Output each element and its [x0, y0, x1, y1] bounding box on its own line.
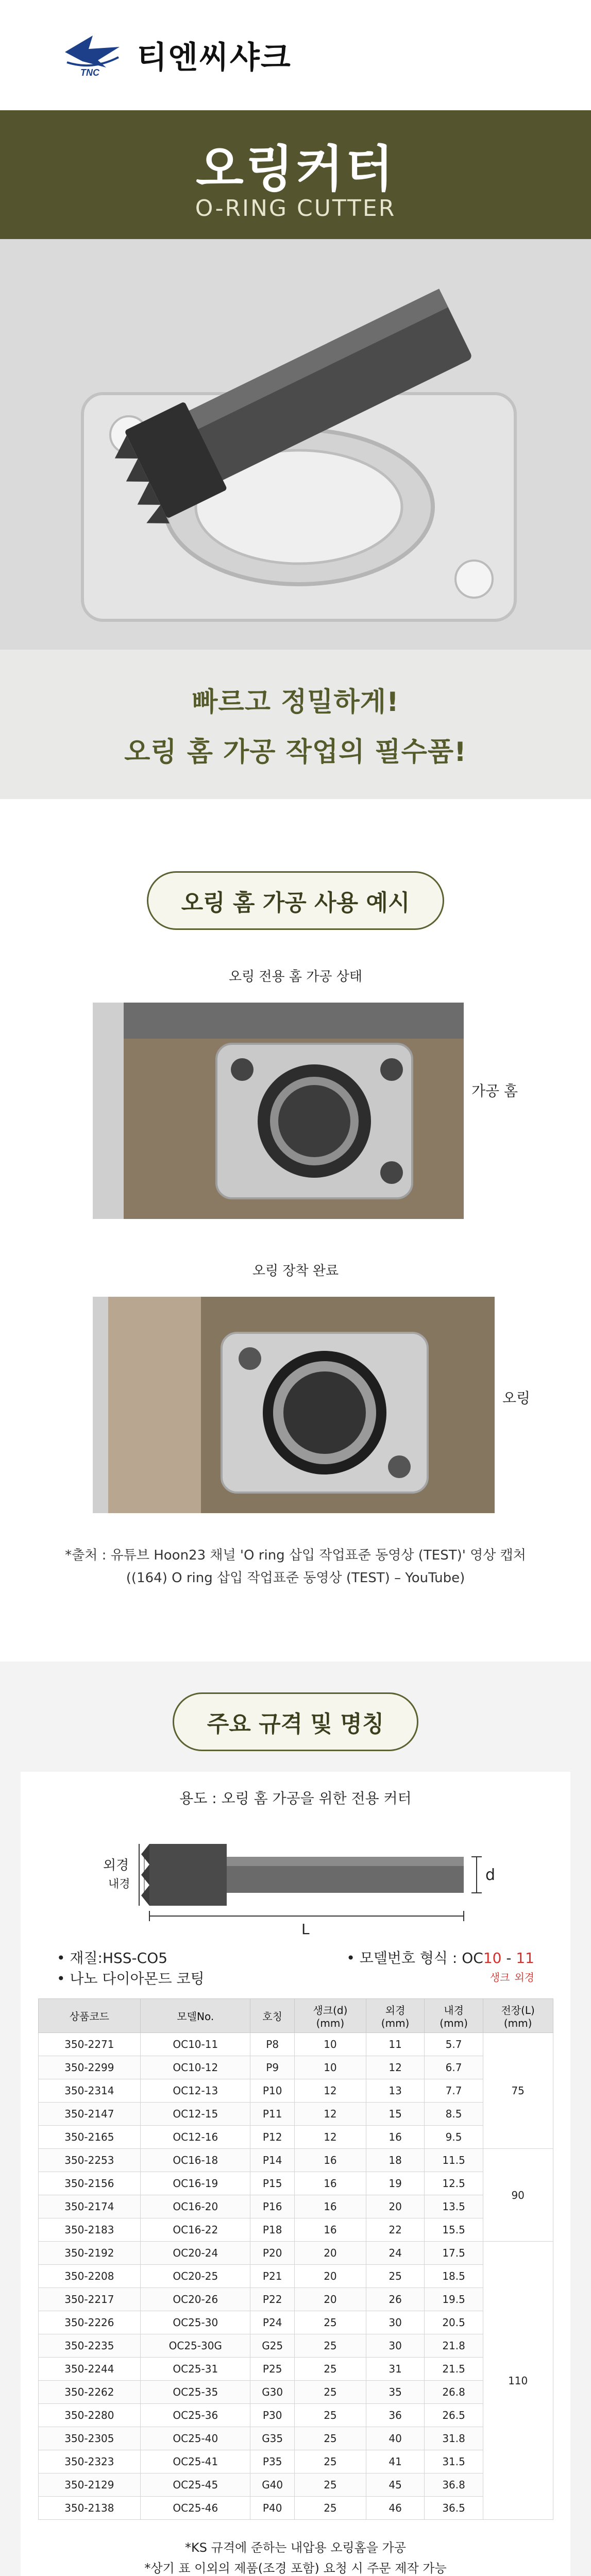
usage-heading-text: 오링 홈 가공 사용 예시 — [147, 871, 445, 930]
table-cell: P20 — [250, 2242, 295, 2265]
table-cell: OC12-16 — [141, 2126, 250, 2149]
table-cell: 31.5 — [425, 2450, 483, 2473]
model-prefix: • 모델번호 형식 : OC — [346, 1950, 483, 1967]
table-row — [38, 2056, 553, 2079]
table-cell: 12 — [295, 2103, 366, 2126]
length-group-cell: 75 — [483, 2033, 553, 2149]
table-cell: P30 — [250, 2404, 295, 2427]
table-cell: OC16-22 — [141, 2218, 250, 2242]
hero-section — [0, 110, 591, 650]
table-row — [38, 2334, 553, 2358]
table-cell: 25 — [295, 2358, 366, 2381]
table-cell: P12 — [250, 2126, 295, 2149]
table-cell: P15 — [250, 2172, 295, 2195]
table-cell: 31 — [366, 2358, 425, 2381]
spec-heading-wrap — [0, 1692, 591, 1751]
table-cell: 350-2129 — [38, 2473, 141, 2497]
model-hint-a: 생크 — [489, 1971, 510, 1984]
table-cell: 30 — [366, 2334, 425, 2358]
table-cell: OC25-35 — [141, 2381, 250, 2404]
table-cell: P40 — [250, 2497, 295, 2520]
spec-column-header: 전장(L) (mm) — [483, 1999, 553, 2033]
table-cell: 36.8 — [425, 2473, 483, 2497]
table-cell: 31.8 — [425, 2427, 483, 2450]
tagline-line-2: 오링 홈 가공 작업의 필수품! — [124, 737, 467, 768]
tagline-line-1: 빠르고 정밀하게! — [192, 687, 399, 718]
table-row — [38, 2195, 553, 2218]
table-cell: 36 — [366, 2404, 425, 2427]
table-cell: 10 — [295, 2056, 366, 2079]
table-cell: 15 — [366, 2103, 425, 2126]
table-cell: 20 — [295, 2288, 366, 2311]
table-cell: 16 — [366, 2126, 425, 2149]
logo-text: TNC — [80, 67, 99, 78]
diagram-outer-label: 외경 — [103, 1858, 129, 1873]
table-row — [38, 2103, 553, 2126]
table-cell: G30 — [250, 2381, 295, 2404]
table-cell: 21.5 — [425, 2358, 483, 2381]
table-cell: 17.5 — [425, 2242, 483, 2265]
table-cell: 25 — [295, 2427, 366, 2450]
table-cell: 16 — [295, 2149, 366, 2172]
table-cell: P18 — [250, 2218, 295, 2242]
table-cell: P11 — [250, 2103, 295, 2126]
table-cell: OC25-36 — [141, 2404, 250, 2427]
table-cell: 5.7 — [425, 2033, 483, 2056]
table-row — [38, 2358, 553, 2381]
table-cell: 350-2156 — [38, 2172, 141, 2195]
table-cell: 18.5 — [425, 2265, 483, 2288]
table-cell: 12 — [295, 2079, 366, 2103]
table-row — [38, 2218, 553, 2242]
photo2-caption: 오링 장착 완료 — [252, 1263, 339, 1279]
table-cell: 12 — [295, 2126, 366, 2149]
oring-photo — [93, 1297, 495, 1513]
table-cell: P9 — [250, 2056, 295, 2079]
table-cell: 350-2208 — [38, 2265, 141, 2288]
table-cell: 36.5 — [425, 2497, 483, 2520]
table-cell: OC16-19 — [141, 2172, 250, 2195]
spec-column-header: 외경 (mm) — [366, 1999, 425, 2033]
table-cell: 350-2235 — [38, 2334, 141, 2358]
table-cell: P24 — [250, 2311, 295, 2334]
table-cell: 350-2244 — [38, 2358, 141, 2381]
table-cell: P8 — [250, 2033, 295, 2056]
table-cell: 350-2262 — [38, 2381, 141, 2404]
table-cell: OC25-41 — [141, 2450, 250, 2473]
spec-column-header: 모델No. — [141, 1999, 250, 2033]
table-cell: P25 — [250, 2358, 295, 2381]
spec-material-block — [57, 1947, 205, 1988]
table-cell: 7.7 — [425, 2079, 483, 2103]
table-cell: OC16-18 — [141, 2149, 250, 2172]
table-cell: 350-2217 — [38, 2288, 141, 2311]
cutter-diagram — [21, 1808, 591, 1947]
table-cell: P21 — [250, 2265, 295, 2288]
length-group-cell: 110 — [483, 2242, 553, 2520]
spec-column-header: 내경 (mm) — [425, 1999, 483, 2033]
table-cell: 46 — [366, 2497, 425, 2520]
table-cell: G25 — [250, 2334, 295, 2358]
table-cell: 11 — [366, 2033, 425, 2056]
table-cell: 350-2165 — [38, 2126, 141, 2149]
spec-notes — [21, 1947, 570, 1988]
table-cell: 11.5 — [425, 2149, 483, 2172]
table-cell: 25 — [366, 2265, 425, 2288]
spec-heading-text: 주요 규격 및 명칭 — [173, 1692, 418, 1751]
model-format — [346, 1947, 534, 1968]
table-row — [38, 2497, 553, 2520]
usage-section — [0, 871, 591, 1589]
spec-table-body — [38, 2033, 553, 2520]
table-cell: 350-2147 — [38, 2103, 141, 2126]
table-cell: 15.5 — [425, 2218, 483, 2242]
table-row — [38, 2427, 553, 2450]
table-row — [38, 2079, 553, 2103]
diagram-inner-label: 내경 — [108, 1878, 130, 1891]
groove-label: 가공 홈 — [471, 1082, 518, 1099]
table-cell: 350-2271 — [38, 2033, 141, 2056]
spec-footnote-2: *상기 표 이외의 제품(조경 포함) 요청 시 주문 제작 가능 — [144, 2561, 447, 2575]
table-cell: 19 — [366, 2172, 425, 2195]
table-cell: 16 — [295, 2218, 366, 2242]
usage-heading-wrap — [0, 871, 591, 930]
hero-tagline — [0, 650, 591, 799]
table-row — [38, 2473, 553, 2497]
table-cell: 25 — [295, 2311, 366, 2334]
table-cell: 25 — [295, 2381, 366, 2404]
length-group-cell: 90 — [483, 2149, 553, 2242]
table-cell: 9.5 — [425, 2126, 483, 2149]
table-cell: 30 — [366, 2311, 425, 2334]
table-cell: 12.5 — [425, 2172, 483, 2195]
spec-column-header: 호칭 — [250, 1999, 295, 2033]
table-row — [38, 2288, 553, 2311]
model-part-b: 11 — [516, 1950, 534, 1967]
table-cell: OC16-20 — [141, 2195, 250, 2218]
table-cell: OC25-31 — [141, 2358, 250, 2381]
table-cell: 350-2280 — [38, 2404, 141, 2427]
table-cell: 350-2314 — [38, 2079, 141, 2103]
table-row — [38, 2450, 553, 2473]
table-cell: 350-2323 — [38, 2450, 141, 2473]
table-cell: 350-2226 — [38, 2311, 141, 2334]
table-cell: OC12-13 — [141, 2079, 250, 2103]
table-row — [38, 2126, 553, 2149]
table-cell: P22 — [250, 2288, 295, 2311]
spec-material: • 재질:HSS-CO5 — [57, 1950, 168, 1967]
brand-name: 티엔씨샤크 — [137, 40, 292, 76]
table-cell: 25 — [295, 2450, 366, 2473]
diagram-d-label: d — [485, 1866, 496, 1884]
model-part-a: 10 — [483, 1950, 502, 1967]
table-row — [38, 2381, 553, 2404]
hero-product-photo — [0, 239, 591, 650]
spec-purpose: 용도 : 오링 홈 가공을 위한 전용 커터 — [179, 1790, 412, 1807]
hero-subtitle: O-RING CUTTER — [195, 195, 396, 222]
spec-table-header — [38, 1999, 553, 2033]
table-cell: 18 — [366, 2149, 425, 2172]
table-cell: OC25-40 — [141, 2427, 250, 2450]
spec-section — [0, 1662, 591, 2576]
table-cell: 20 — [366, 2195, 425, 2218]
model-hint — [346, 1968, 534, 1985]
spec-card — [21, 1772, 570, 2576]
table-cell: 350-2138 — [38, 2497, 141, 2520]
table-cell: OC10-11 — [141, 2033, 250, 2056]
table-cell: 21.8 — [425, 2334, 483, 2358]
table-row — [38, 2404, 553, 2427]
table-cell: 26 — [366, 2288, 425, 2311]
table-cell: 16 — [295, 2195, 366, 2218]
spec-coating: • 나노 다이아몬드 코팅 — [57, 1970, 205, 1987]
table-cell: 20 — [295, 2242, 366, 2265]
table-cell: 13.5 — [425, 2195, 483, 2218]
shark-logo-icon — [62, 31, 123, 79]
table-cell: 8.5 — [425, 2103, 483, 2126]
photo1-caption: 오링 전용 홈 가공 상태 — [228, 969, 363, 985]
spec-column-header: 생크(d) (mm) — [295, 1999, 366, 2033]
table-cell: 350-2305 — [38, 2427, 141, 2450]
table-cell: 350-2253 — [38, 2149, 141, 2172]
table-cell: 350-2299 — [38, 2056, 141, 2079]
table-cell: P16 — [250, 2195, 295, 2218]
table-cell: 25 — [295, 2404, 366, 2427]
table-cell: 25 — [295, 2473, 366, 2497]
table-cell: 24 — [366, 2242, 425, 2265]
table-cell: OC25-46 — [141, 2497, 250, 2520]
table-row — [38, 2242, 553, 2265]
spec-table — [38, 1998, 553, 2520]
table-cell: P35 — [250, 2450, 295, 2473]
table-cell: 350-2174 — [38, 2195, 141, 2218]
table-cell: 26.8 — [425, 2381, 483, 2404]
table-cell: G40 — [250, 2473, 295, 2497]
table-cell: 20 — [295, 2265, 366, 2288]
model-format-block — [346, 1947, 534, 1988]
brand-header — [0, 0, 591, 110]
table-cell: OC25-45 — [141, 2473, 250, 2497]
table-row — [38, 2149, 553, 2172]
model-dash: - — [501, 1950, 516, 1967]
table-cell: OC20-26 — [141, 2288, 250, 2311]
diagram-L-label: L — [301, 1921, 310, 1938]
spec-footnotes — [21, 2537, 570, 2576]
table-cell: OC10-12 — [141, 2056, 250, 2079]
spacer — [0, 1589, 591, 1662]
table-cell: 40 — [366, 2427, 425, 2450]
photo2-row — [0, 1297, 591, 1523]
spec-column-header: 상품코드 — [38, 1999, 141, 2033]
table-cell: 10 — [295, 2033, 366, 2056]
table-cell: 45 — [366, 2473, 425, 2497]
table-cell: OC20-24 — [141, 2242, 250, 2265]
table-row — [38, 2311, 553, 2334]
table-cell: 350-2192 — [38, 2242, 141, 2265]
groove-photo — [93, 1003, 464, 1219]
source-note-1: *출처 : 유튜브 Hoon23 채널 'O ring 삽입 작업표준 동영상 (TEST)' 영상 캡처 — [65, 1548, 526, 1563]
spacer — [0, 799, 591, 871]
table-cell: P14 — [250, 2149, 295, 2172]
table-row — [38, 2172, 553, 2195]
table-cell: 26.5 — [425, 2404, 483, 2427]
table-cell: 25 — [295, 2497, 366, 2520]
spec-heading — [173, 1692, 418, 1751]
table-cell: 350-2183 — [38, 2218, 141, 2242]
table-row — [38, 2033, 553, 2056]
table-cell: OC20-25 — [141, 2265, 250, 2288]
table-cell: 12 — [366, 2056, 425, 2079]
table-cell: 16 — [295, 2172, 366, 2195]
photo1-row — [0, 1003, 591, 1229]
source-note-2: ((164) O ring 삽입 작업표준 동영상 (TEST) – YouTube) — [126, 1570, 465, 1586]
table-cell: 19.5 — [425, 2288, 483, 2311]
table-cell: OC25-30G — [141, 2334, 250, 2358]
table-cell: 20.5 — [425, 2311, 483, 2334]
oring-label: 오링 — [502, 1389, 531, 1406]
spec-footnote-1: *KS 규격에 준하는 내압용 오링홈을 가공 — [185, 2540, 406, 2555]
table-cell: 35 — [366, 2381, 425, 2404]
table-cell: 13 — [366, 2079, 425, 2103]
table-cell: 25 — [295, 2334, 366, 2358]
table-cell: G35 — [250, 2427, 295, 2450]
hero-title: 오링커터 — [196, 140, 395, 198]
table-cell: P10 — [250, 2079, 295, 2103]
usage-heading — [147, 871, 445, 930]
table-cell: OC25-30 — [141, 2311, 250, 2334]
table-cell: OC12-15 — [141, 2103, 250, 2126]
table-row — [38, 2265, 553, 2288]
table-cell: 41 — [366, 2450, 425, 2473]
model-hint-b: 외경 — [514, 1971, 534, 1984]
table-cell: 6.7 — [425, 2056, 483, 2079]
table-cell: 22 — [366, 2218, 425, 2242]
